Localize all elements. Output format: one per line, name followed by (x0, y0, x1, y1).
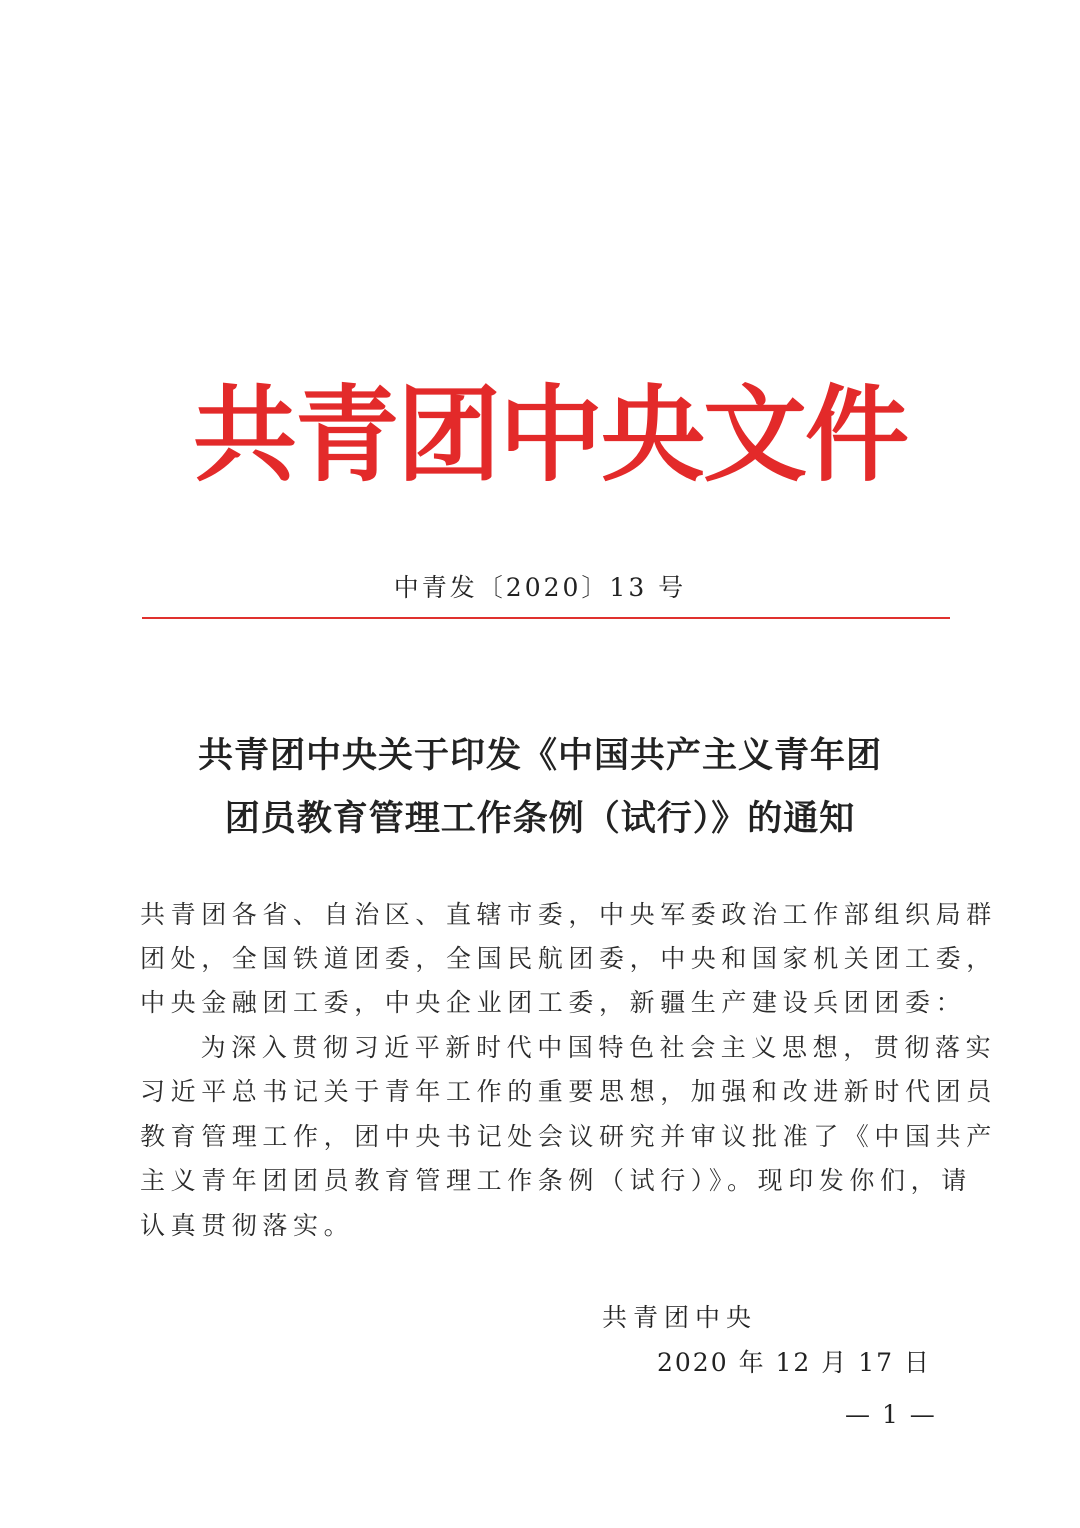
body-line: 中央金融团工委，中央企业团工委，新疆生产建设兵团团委： (140, 988, 967, 1017)
signature-date: 2020 年 12 月 17 日 (657, 1348, 931, 1377)
body-line: 教育管理工作，团中央书记处会议研究并审议批准了《中国共产 (140, 1122, 997, 1151)
body-line: 为深入贯彻习近平新时代中国特色社会主义思想，贯彻落实 (170, 1033, 997, 1062)
body-line: 共青团各省、自治区、直辖市委，中央军委政治工作部组织局群 (140, 900, 997, 929)
body-line: 团处，全国铁道团委，全国民航团委，中央和国家机关团工委， (140, 944, 997, 973)
page-number: — 1 — (845, 1400, 937, 1429)
body-line: 习近平总书记关于青年工作的重要思想，加强和改进新时代团员 (140, 1077, 997, 1106)
notice-title-line-2: 团员教育管理工作条例（试行）》的通知 (224, 798, 856, 839)
document-number: 中青发〔2020〕13 号 (393, 573, 687, 602)
notice-title-line-1: 共青团中央关于印发《中国共产主义青年团 (197, 735, 882, 776)
body-line: 认真贯彻落实。 (140, 1211, 355, 1240)
issuer-header-title: 共青团中央文件 (192, 373, 907, 496)
signature-organization: 共青团中央 (602, 1303, 758, 1332)
body-line: 主义青年团团员教育管理工作条例（试行）》。现印发你们，请 (140, 1166, 972, 1195)
red-divider-line (142, 617, 950, 619)
